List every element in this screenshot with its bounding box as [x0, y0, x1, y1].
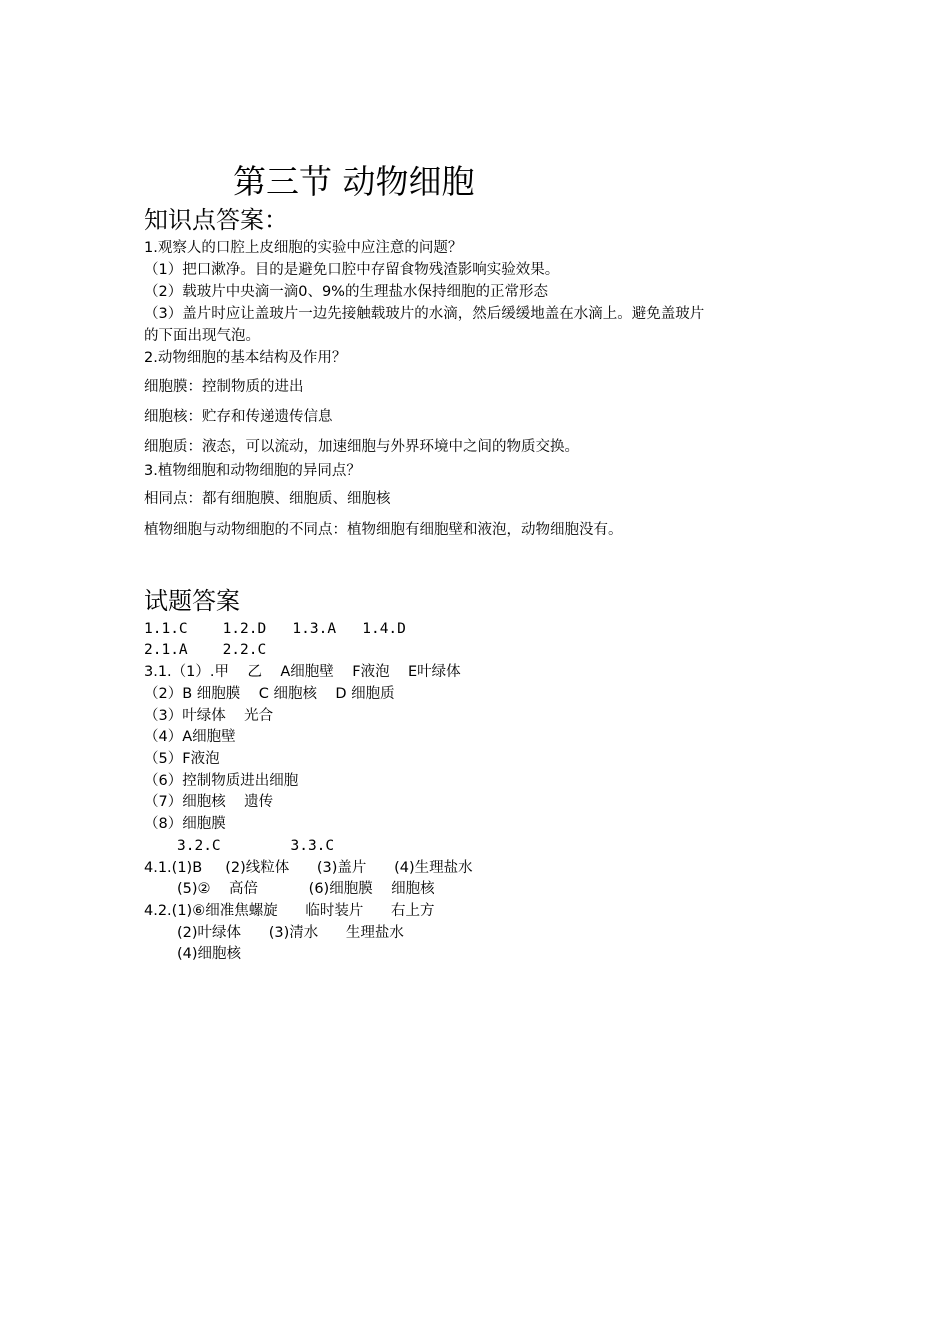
- answer-line-9: （7）细胞核 遗传: [144, 794, 274, 810]
- answer-line-14: 4.2.(1)⑥细准焦螺旋 临时装片 右上方: [144, 903, 435, 919]
- answer-line-6: （4）A细胞壁: [144, 729, 236, 745]
- question-1: 1.观察人的口腔上皮细胞的实验中应注意的问题？: [144, 240, 463, 256]
- answer-3-1: 相同点：都有细胞膜、细胞质、细胞核: [144, 491, 391, 507]
- answer-line-1: 1.1.C 1.2.D 1.3.A 1.4.D: [144, 621, 406, 637]
- answer-line-8: （6）控制物质进出细胞: [144, 773, 299, 789]
- answer-1-3-line1: （3）盖片时应让盖玻片一边先接触载玻片的水滴，然后缓缓地盖在水滴上。避免盖玻片: [144, 306, 705, 322]
- answer-line-16: (4)细胞核: [177, 946, 242, 962]
- answer-line-13: (5)② 高倍 (6)细胞膜 细胞核: [177, 881, 435, 897]
- answer-2-1: 细胞膜：控制物质的进出: [144, 379, 304, 395]
- answer-1-2: （2）载玻片中央滴一滴0、9%的生理盐水保持细胞的正常形态: [144, 284, 548, 300]
- answer-line-2: 2.1.A 2.2.C: [144, 642, 267, 658]
- answer-line-5: （3）叶绿体 光合: [144, 708, 274, 724]
- answer-1-3-line2: 的下面出现气泡。: [144, 328, 260, 344]
- knowledge-heading: 知识点答案：: [144, 206, 288, 234]
- answer-line-10: （8）细胞膜: [144, 816, 226, 832]
- answer-2-3: 细胞质：液态，可以流动，加速细胞与外界环境中之间的物质交换。: [144, 439, 579, 455]
- question-3: 3.植物细胞和动物细胞的异同点？: [144, 463, 361, 479]
- answer-3-2: 植物细胞与动物细胞的不同点：植物细胞有细胞壁和液泡，动物细胞没有。: [144, 522, 623, 538]
- answers-heading: 试题答案: [144, 587, 240, 615]
- answer-line-4: （2）B 细胞膜 C 细胞核 D 细胞质: [144, 686, 395, 702]
- answer-line-15: (2)叶绿体 (3)清水 生理盐水: [177, 925, 404, 941]
- answer-line-11: 3.2.C 3.3.C: [177, 838, 335, 854]
- answer-line-12: 4.1.(1)B (2)线粒体 (3)盖片 (4)生理盐水: [144, 860, 473, 876]
- page-title: 第三节 动物细胞: [233, 162, 475, 201]
- answer-line-3: 3.1.（1）.甲 乙 A细胞壁 F液泡 E叶绿体: [144, 664, 461, 680]
- answer-line-7: （5）F液泡: [144, 751, 220, 767]
- answer-1-1: （1）把口漱净。目的是避免口腔中存留食物残渣影响实验效果。: [144, 262, 560, 278]
- question-2: 2.动物细胞的基本结构及作用？: [144, 350, 347, 366]
- answer-2-2: 细胞核：贮存和传递遗传信息: [144, 409, 333, 425]
